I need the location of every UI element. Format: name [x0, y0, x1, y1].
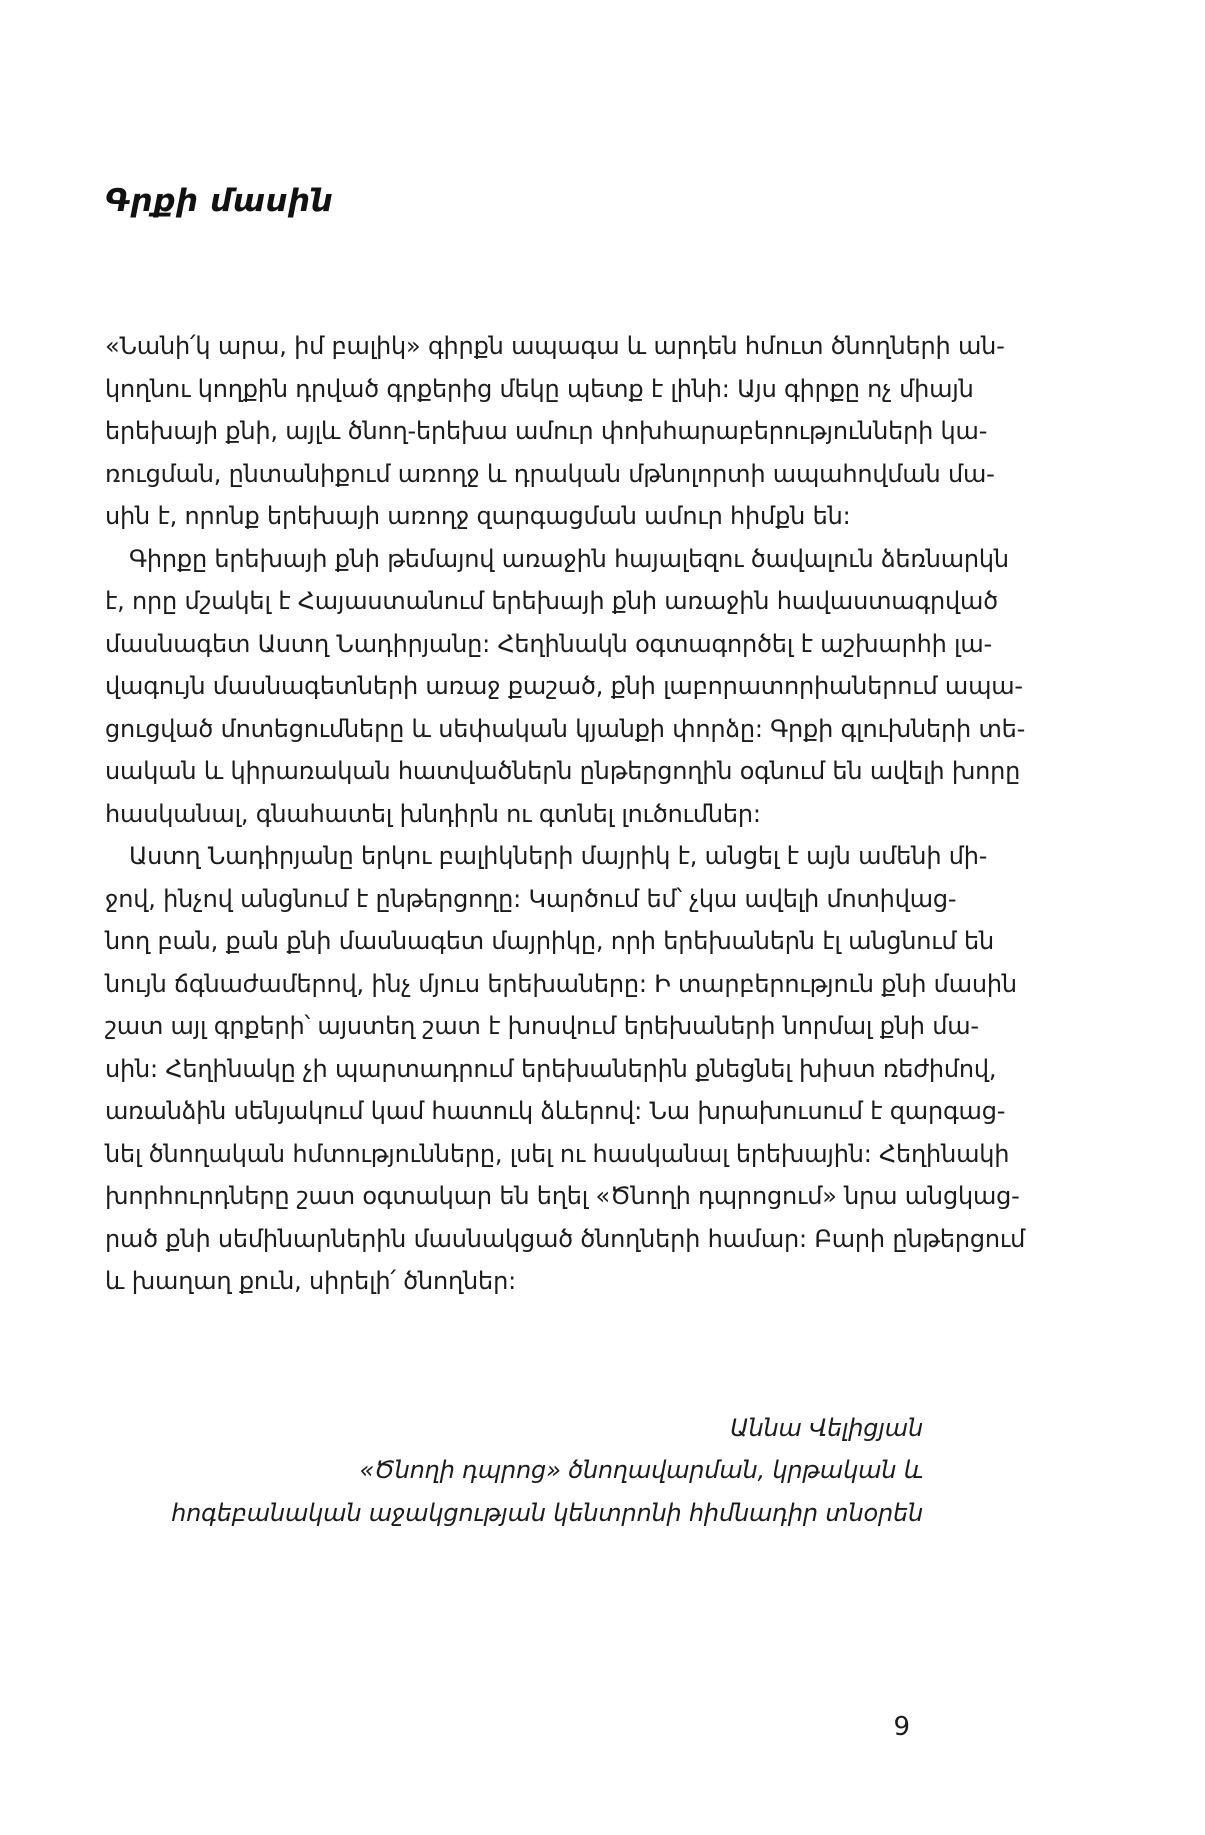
- signature-role: հոգեբանական աջակցության կենտրոնի հիմնադիր տնօրեն: [171, 1498, 923, 1527]
- text-line: նույն ճգնաժամերով, ինչ մյուս երեխաները: Ի տարբերություն քնի մասին: [105, 969, 1017, 998]
- text-line: ջով, ինչով անցնում է ընթերցողը: Կարծում եմ՝ չկա ավելի մոտիվաց-: [105, 884, 957, 913]
- paragraph: [105, 835, 1026, 1303]
- signature-block: [105, 1407, 923, 1535]
- text-line: հասկանալ, գնահատել խնդիրն ու գտնել լուծումներ:: [105, 799, 761, 828]
- text-line: «Նանի՛կ արա, իմ բալիկ» գիրքն ապագա և արդեն հմուտ ծնողների ան-: [105, 332, 1005, 360]
- body-text: [105, 325, 1026, 1534]
- text-line: երեխայի քնի, այլև ծնող-երեխա ամուր փոխհարաբերությունների կա-: [105, 417, 988, 445]
- text-line: մասնագետ Աստղ Նադիրյանը: Հեղինակն օգտագործել է աշխարհի լա-: [105, 629, 993, 658]
- text-line: նել ծնողական հմտությունները, լսել ու հասկանալ երեխային: Հեղինակի: [105, 1139, 1010, 1168]
- text-line: առանձին սենյակում կամ հատուկ ձևերով: Նա խրախուսում է զարգաց-: [105, 1097, 1006, 1125]
- text-line: սական և կիրառական հատվածներն ընթերցողին օգնում են ավելի խորը: [105, 757, 1021, 785]
- text-line: նող բան, քան քնի մասնագետ մայրիկը, որի երեխաներն էլ անցնում են: [105, 927, 994, 955]
- text-line: ռուցման, ընտանիքում առողջ և դրական մթնոլորտի ապահովման մա-: [105, 459, 995, 488]
- text-line: և խաղաղ քուն, սիրելի՛ ծնողներ:: [105, 1267, 516, 1295]
- paragraph: [105, 538, 1026, 836]
- text-line: սին է, որոնք երեխայի առողջ զարգացման ամուր հիմքն են:: [105, 502, 851, 530]
- text-line: ցուցված մոտեցումները և սեփական կյանքի փորձը: Գրքի գլուխների տե-: [105, 714, 1026, 743]
- text-line: սին: Հեղինակը չի պարտադրում երեխաներին քնեցնել խիստ ռեժիմով,: [105, 1054, 997, 1083]
- text-line: է, որը մշակել է Հայաստանում երեխայի քնի առաջին հավաստագրված: [105, 587, 998, 615]
- page-title: Գրքի մասին: [105, 183, 334, 219]
- text-line: շատ այլ գրքերի՝ այստեղ շատ է խոսվում երեխաների նորմալ քնի մա-: [105, 1012, 979, 1040]
- page-number: 9: [893, 1712, 910, 1742]
- signature-author: Աննա Վելիցյան: [730, 1413, 923, 1442]
- text-line: կողնու կողքին դրված գրքերից մեկը պետք է լինի: Այս գիրքը ոչ միայն: [105, 374, 974, 403]
- text-line: Գիրքը երեխայի քնի թեմայով առաջին հայալեզու ծավալուն ձեռնարկն: [129, 544, 1009, 573]
- text-line: խորհուրդները շատ օգտակար են եղել «Ծնողի դպրոցում» նրա անցկաց-: [105, 1182, 1020, 1210]
- signature-role: «Ծնողի դպրոց» ծնողավարման, կրթական և: [359, 1456, 923, 1484]
- text-line: րած քնի սեմինարներին մասնակցած ծնողների համար: Բարի ընթերցում: [105, 1224, 1026, 1253]
- text-line: Աստղ Նադիրյանը երկու բալիկների մայրիկ է, անցել է այն ամենի մի-: [129, 842, 988, 870]
- text-line: վագույն մասնագետների առաջ քաշած, քնի լաբորատորիաներում ապա-: [105, 672, 1023, 700]
- paragraph: [105, 325, 1005, 538]
